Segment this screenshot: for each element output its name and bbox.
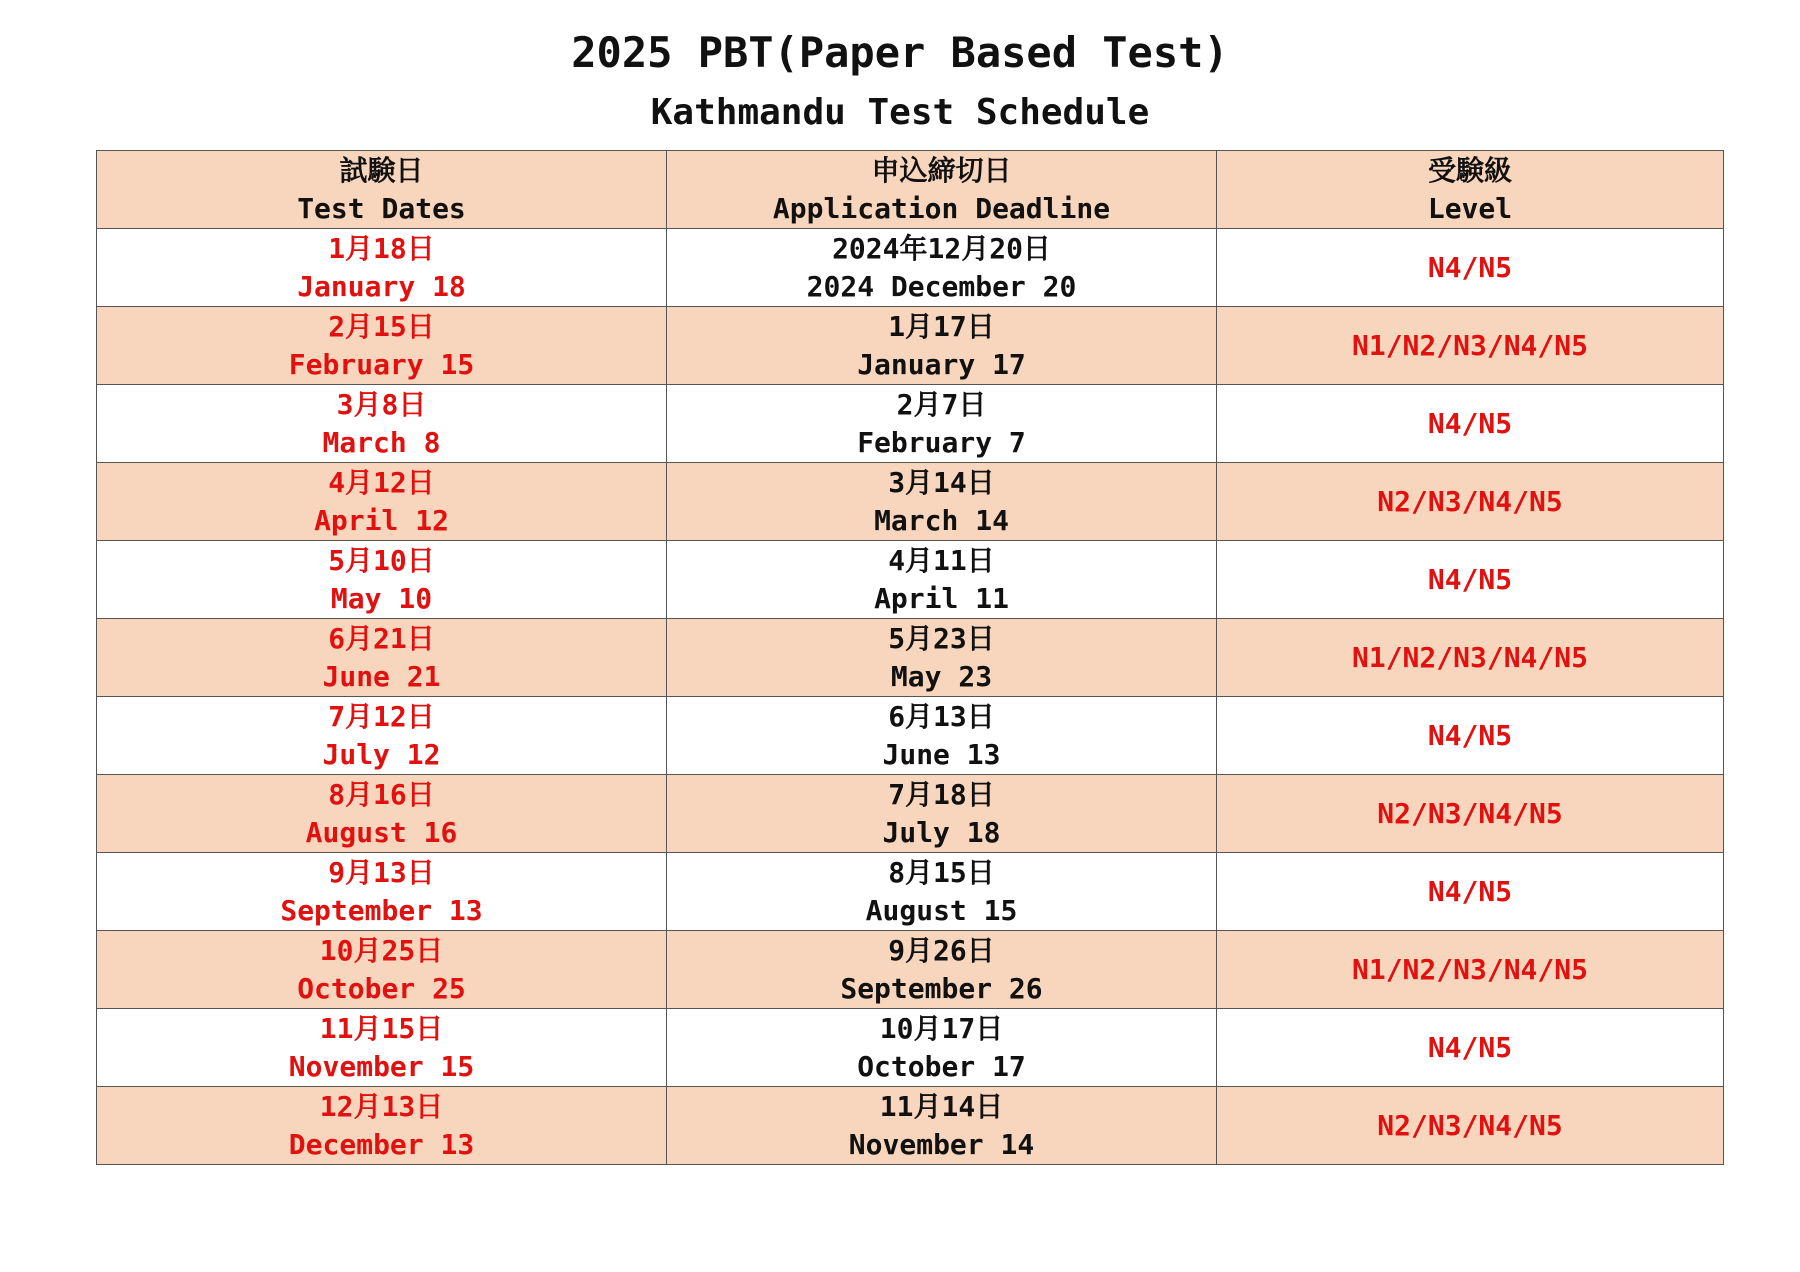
table-row <box>97 541 1724 619</box>
test-date-en: January 18 <box>297 269 466 303</box>
deadline-jp: 2月7日 <box>896 387 987 421</box>
deadline-jp: 9月26日 <box>888 933 995 967</box>
deadline-jp: 5月23日 <box>888 621 995 655</box>
level-cell: N1/N2/N3/N4/N5 <box>1217 619 1724 697</box>
table-row <box>97 619 1724 697</box>
level-cell: N4/N5 <box>1217 853 1724 931</box>
table-row <box>97 775 1724 853</box>
test-date-cell <box>97 1087 667 1165</box>
test-date-cell <box>97 697 667 775</box>
test-date-en: April 12 <box>314 503 449 537</box>
header-level <box>1217 151 1724 229</box>
test-date-jp: 9月13日 <box>328 855 435 889</box>
deadline-cell <box>667 775 1217 853</box>
schedule-table-body <box>97 229 1724 1165</box>
deadline-jp: 3月14日 <box>888 465 995 499</box>
table-row <box>97 1087 1724 1165</box>
deadline-cell <box>667 541 1217 619</box>
test-date-en: October 25 <box>297 971 466 1005</box>
test-date-jp: 10月25日 <box>319 933 444 967</box>
test-date-en: July 12 <box>322 737 441 771</box>
deadline-cell <box>667 697 1217 775</box>
test-date-cell <box>97 1009 667 1087</box>
test-date-cell <box>97 931 667 1009</box>
header-deadline-jp: 申込締切日 <box>871 153 1012 187</box>
test-date-cell <box>97 541 667 619</box>
page-title: 2025 PBT(Paper Based Test) <box>571 28 1229 77</box>
test-date-cell <box>97 229 667 307</box>
level-cell: N2/N3/N4/N5 <box>1217 463 1724 541</box>
deadline-cell <box>667 1009 1217 1087</box>
deadline-cell <box>667 1087 1217 1165</box>
table-row <box>97 463 1724 541</box>
level-cell: N2/N3/N4/N5 <box>1217 775 1724 853</box>
test-date-en: March 8 <box>322 425 441 459</box>
test-date-jp: 7月12日 <box>328 699 435 733</box>
test-date-jp: 1月18日 <box>328 231 435 265</box>
table-row <box>97 1009 1724 1087</box>
test-date-jp: 8月16日 <box>328 777 435 811</box>
test-date-jp: 11月15日 <box>319 1011 444 1045</box>
deadline-en: July 18 <box>882 815 1001 849</box>
test-date-en: August 16 <box>305 815 458 849</box>
header-level-jp: 受験級 <box>1427 153 1512 187</box>
level-cell: N4/N5 <box>1217 1009 1724 1087</box>
test-date-cell <box>97 463 667 541</box>
deadline-jp: 2024年12月20日 <box>832 231 1051 265</box>
deadline-en: April 11 <box>874 581 1009 615</box>
deadline-en: October 17 <box>857 1049 1026 1083</box>
level-cell: N4/N5 <box>1217 697 1724 775</box>
table-row <box>97 697 1724 775</box>
header-level-en: Level <box>1427 191 1513 225</box>
deadline-jp: 1月17日 <box>888 309 995 343</box>
test-date-en: June 21 <box>322 659 441 693</box>
test-date-jp: 6月21日 <box>328 621 435 655</box>
deadline-cell <box>667 385 1217 463</box>
test-date-jp: 4月12日 <box>328 465 435 499</box>
test-date-jp: 12月13日 <box>319 1089 444 1123</box>
level-cell: N4/N5 <box>1217 385 1724 463</box>
deadline-jp: 11月14日 <box>879 1089 1004 1123</box>
level-cell: N2/N3/N4/N5 <box>1217 1087 1724 1165</box>
deadline-cell <box>667 853 1217 931</box>
test-date-en: September 13 <box>280 893 483 927</box>
level-cell: N1/N2/N3/N4/N5 <box>1217 931 1724 1009</box>
header-application-deadline <box>667 151 1217 229</box>
test-date-en: December 13 <box>288 1127 475 1161</box>
test-date-cell <box>97 385 667 463</box>
deadline-cell <box>667 307 1217 385</box>
test-date-en: May 10 <box>330 581 433 615</box>
title-block <box>0 24 1800 142</box>
deadline-en: November 14 <box>848 1127 1035 1161</box>
table-row <box>97 385 1724 463</box>
table-row <box>97 307 1724 385</box>
test-date-jp: 5月10日 <box>328 543 435 577</box>
deadline-en: September 26 <box>840 971 1043 1005</box>
deadline-cell <box>667 229 1217 307</box>
deadline-en: 2024 December 20 <box>806 269 1077 303</box>
deadline-cell <box>667 463 1217 541</box>
test-date-en: November 15 <box>288 1049 475 1083</box>
test-date-en: February 15 <box>288 347 475 381</box>
deadline-jp: 7月18日 <box>888 777 995 811</box>
test-date-cell <box>97 775 667 853</box>
level-cell: N4/N5 <box>1217 541 1724 619</box>
table-row <box>97 229 1724 307</box>
table-row <box>97 931 1724 1009</box>
page-subtitle: Kathmandu Test Schedule <box>650 92 1150 133</box>
deadline-jp: 10月17日 <box>879 1011 1004 1045</box>
test-date-cell <box>97 853 667 931</box>
deadline-jp: 6月13日 <box>888 699 995 733</box>
deadline-jp: 4月11日 <box>888 543 995 577</box>
deadline-en: May 23 <box>890 659 993 693</box>
level-cell: N1/N2/N3/N4/N5 <box>1217 307 1724 385</box>
deadline-en: February 7 <box>857 425 1026 459</box>
deadline-en: January 17 <box>857 347 1026 381</box>
test-date-jp: 3月8日 <box>336 387 427 421</box>
deadline-cell <box>667 931 1217 1009</box>
deadline-jp: 8月15日 <box>888 855 995 889</box>
deadline-cell <box>667 619 1217 697</box>
schedule-table <box>96 150 1724 1165</box>
test-date-cell <box>97 619 667 697</box>
header-test-dates-jp: 試験日 <box>339 153 424 187</box>
table-header-row <box>97 151 1724 229</box>
table-row <box>97 853 1724 931</box>
deadline-en: August 15 <box>865 893 1018 927</box>
level-cell: N4/N5 <box>1217 229 1724 307</box>
header-test-dates-en: Test Dates <box>297 191 466 225</box>
deadline-en: June 13 <box>882 737 1001 771</box>
test-date-cell <box>97 307 667 385</box>
header-test-dates <box>97 151 667 229</box>
header-deadline-en: Application Deadline <box>772 191 1111 225</box>
test-date-jp: 2月15日 <box>328 309 435 343</box>
deadline-en: March 14 <box>874 503 1009 537</box>
